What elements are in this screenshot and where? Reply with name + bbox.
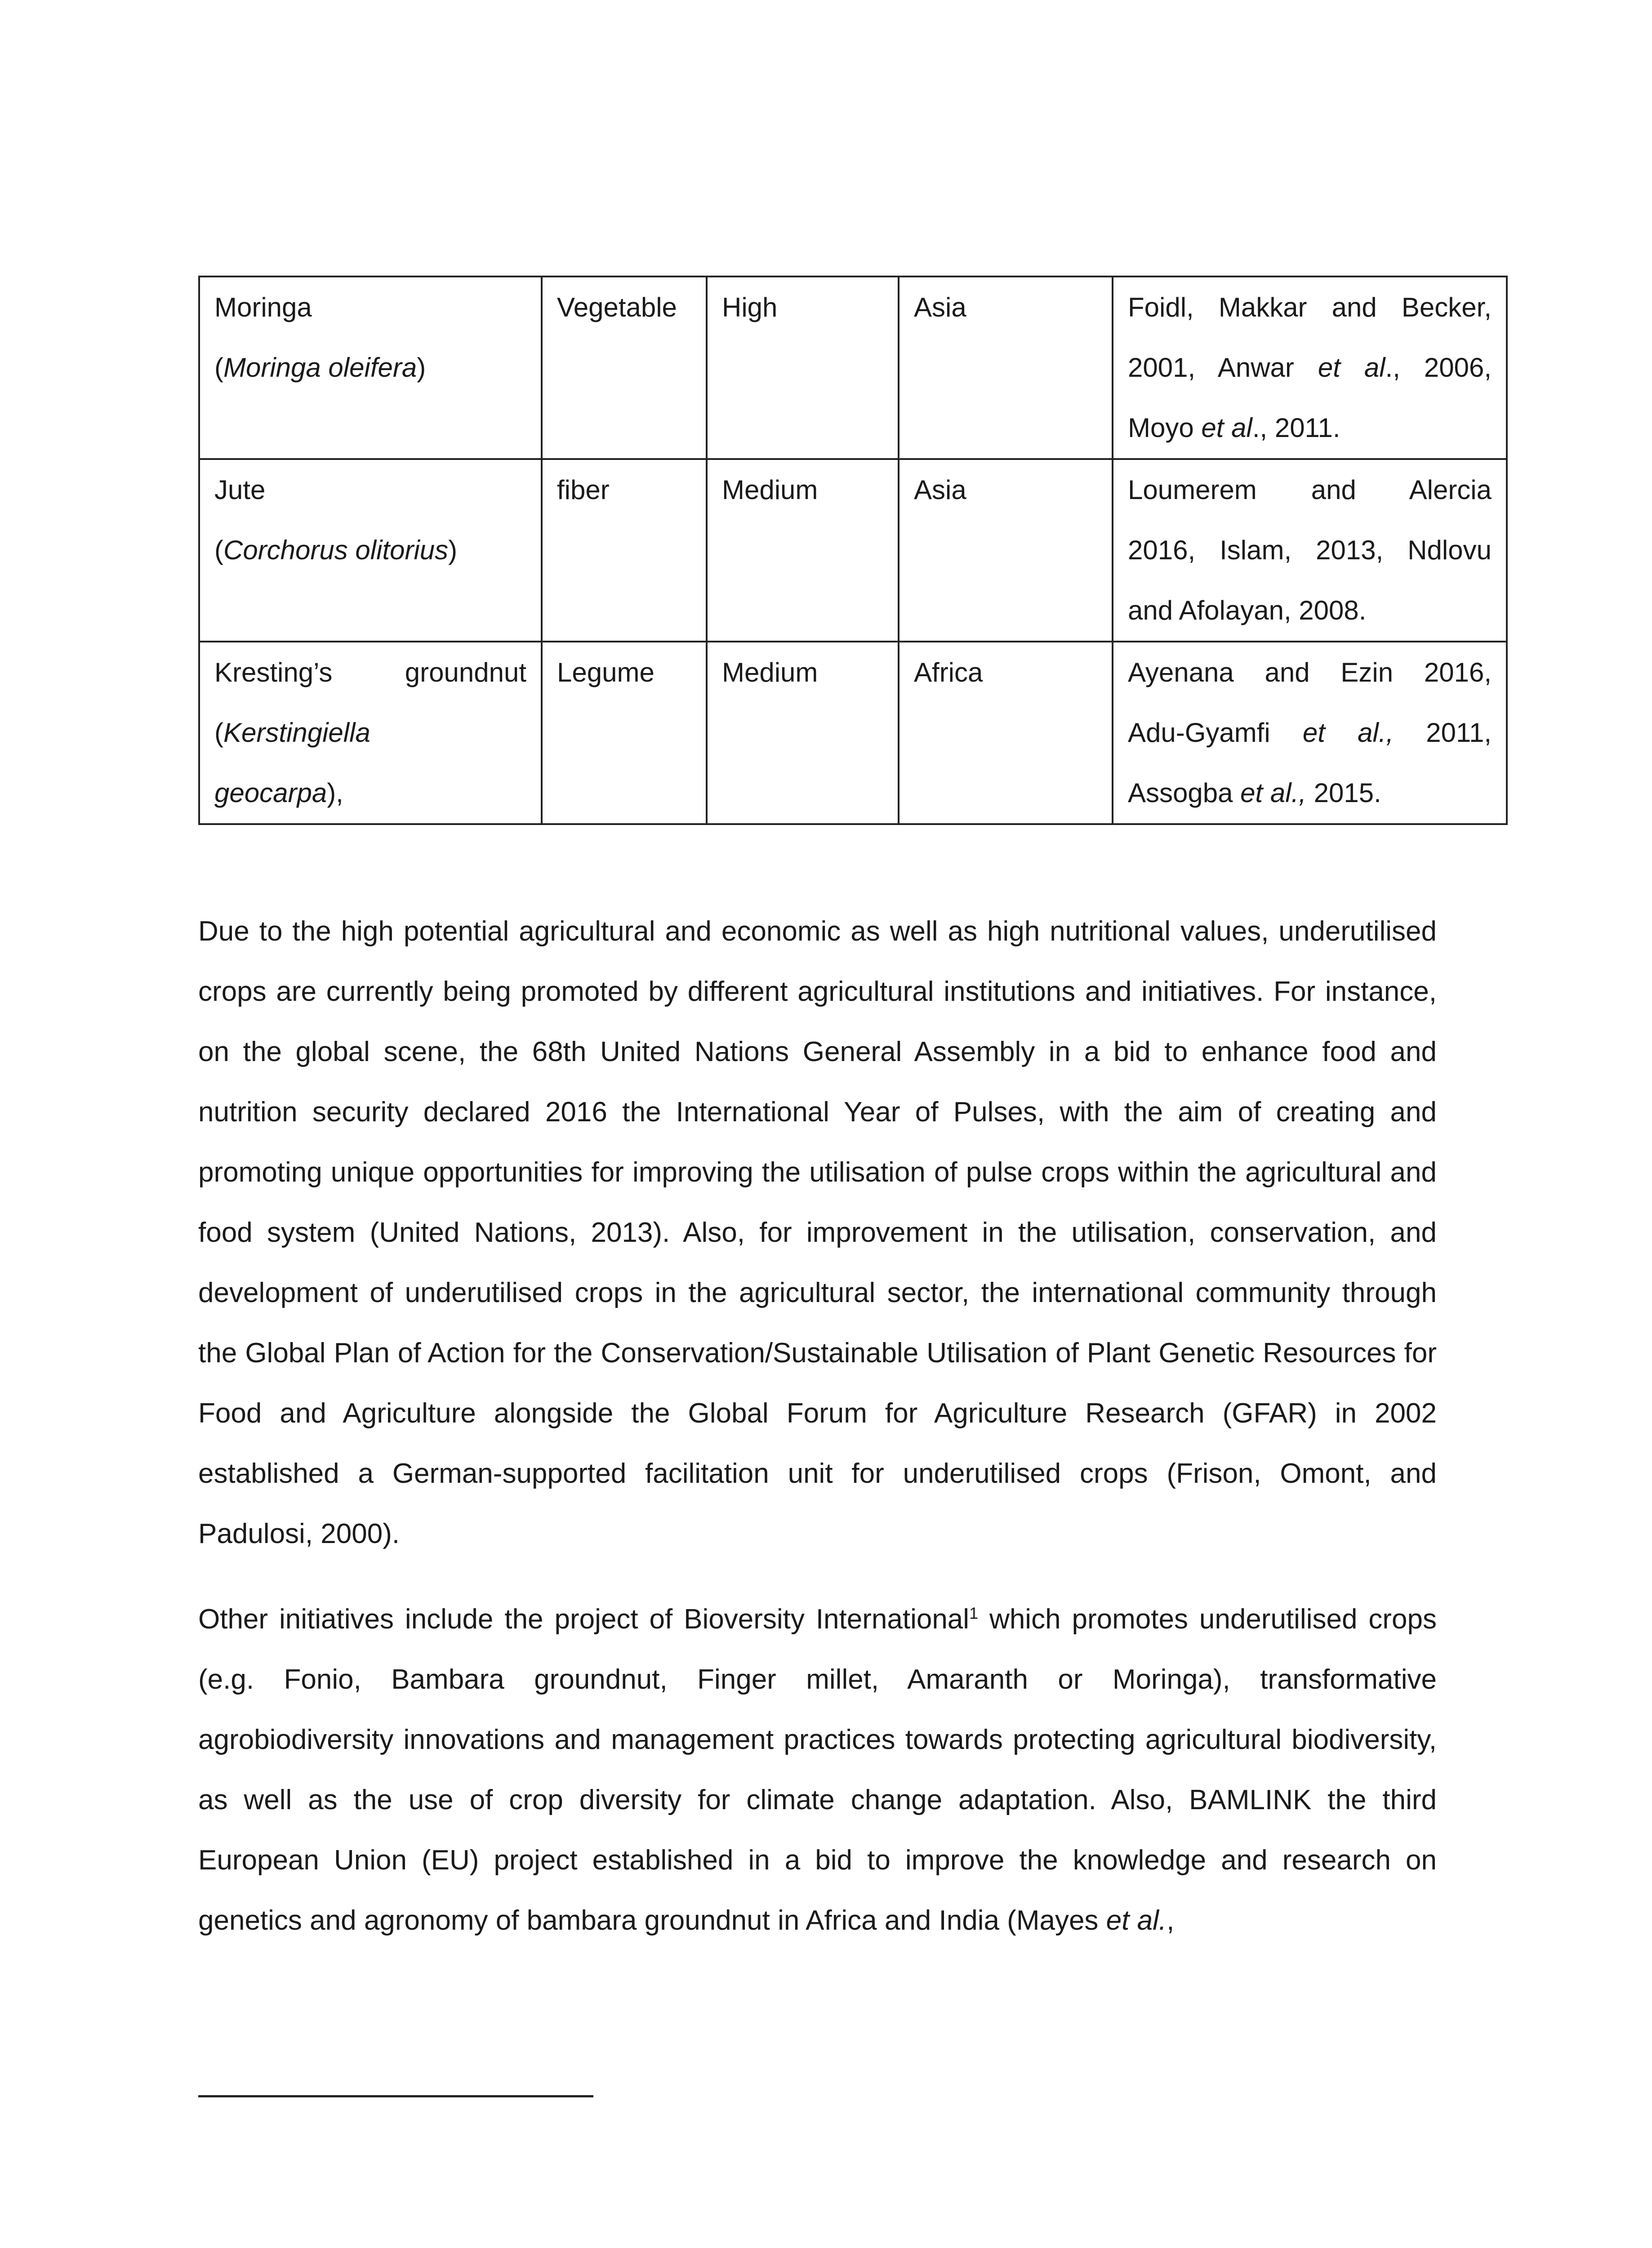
reference-line: 2016, Islam, 2013, Ndlovu [1128, 535, 1492, 565]
crop-reference-cell [1113, 642, 1507, 824]
crop-potential-cell: Medium [707, 642, 899, 824]
reference-line: and Afolayan, 2008. [1128, 595, 1367, 625]
crop-origin-cell: Asia [899, 277, 1113, 459]
crop-name-cell [199, 459, 542, 642]
body-paragraph: Due to the high potential agricultural and economic as well as high nutritional values, underutilised crops are currently being promoted by different agricultural institutions and initiatives. For instance, on the global scene, the 68th United Nations General Assembly in a bid to enhance food and nutrition security declared 2016 the International Year of Pulses, with the aim of creating and promoting unique opportunities for improving the utilisation of pulse crops within the agricultural and food system (United Nations, 2013). Also, for improvement in the utilisation, conservation, and development of underutilised crops in the agricultural sector, the international community through the Global Plan of Action for the Conservation/Sustainable Utilisation of Plant Genetic Resources for Food and Agriculture alongside the Global Forum for Agriculture Research (GFAR) in 2002 established a German-supported facilitation unit for underutilised crops (Frison, Omont, and Padulosi, 2000). [198, 916, 1437, 1549]
crop-scientific-name: (Kerstingiella [214, 718, 370, 748]
crop-origin-cell: Africa [899, 642, 1113, 824]
table-row [199, 277, 1507, 459]
crop-scientific-name: (Moringa oleifera) [214, 352, 426, 383]
crop-type-cell: Legume [542, 642, 707, 824]
crop-scientific-name-cont: geocarpa), [214, 778, 343, 808]
crop-name-cell [199, 642, 542, 824]
crop-potential-cell: Medium [707, 459, 899, 642]
crop-type-cell: fiber [542, 459, 707, 642]
reference-line: Loumerem and Alercia [1128, 475, 1492, 505]
crop-table [198, 276, 1508, 825]
footnote-marker: 1 [969, 1604, 979, 1623]
crop-reference-cell [1113, 459, 1507, 642]
crop-name-cell [199, 277, 542, 459]
table-row [199, 642, 1507, 824]
footnote-separator [198, 2095, 593, 2097]
crop-scientific-name: (Corchorus olitorius) [214, 535, 458, 565]
crop-common-name: Jute [214, 475, 266, 505]
crop-common-name: Moringa [214, 292, 312, 322]
body-paragraph: Other initiatives include the project of Bioversity International$^1$ which promotes underutilised crops (e.g. Fonio, Bambara groundnut, Finger millet, Amaranth or Moringa), transformative agrobiodiversity innovations and management practices towards protecting agricultural biodiversity, as well as the use of crop diversity for climate change adaptation. Also, BAMLINK the third European Union (EU) project established in a bid to improve the knowledge and research on genetics and agronomy of bambara groundnut in Africa and India (Mayes et al., [198, 1604, 1437, 1936]
table-row [199, 459, 1507, 642]
crop-reference-cell [1113, 277, 1507, 459]
reference-line: 2001, Anwar et al., 2006, [1128, 352, 1492, 383]
crop-type-cell: Vegetable [542, 277, 707, 459]
crop-common-name: Kresting’s groundnut [214, 657, 526, 687]
crop-origin-cell: Asia [899, 459, 1113, 642]
reference-line: Foidl, Makkar and Becker, [1128, 292, 1492, 322]
crop-potential-cell: High [707, 277, 899, 459]
reference-line: Ayenana and Ezin 2016, [1128, 657, 1492, 687]
reference-line: Adu-Gyamfi et al., 2011, [1128, 718, 1492, 748]
reference-line: Moyo et al., 2011. [1128, 413, 1340, 443]
reference-line: Assogba et al., 2015. [1128, 778, 1381, 808]
